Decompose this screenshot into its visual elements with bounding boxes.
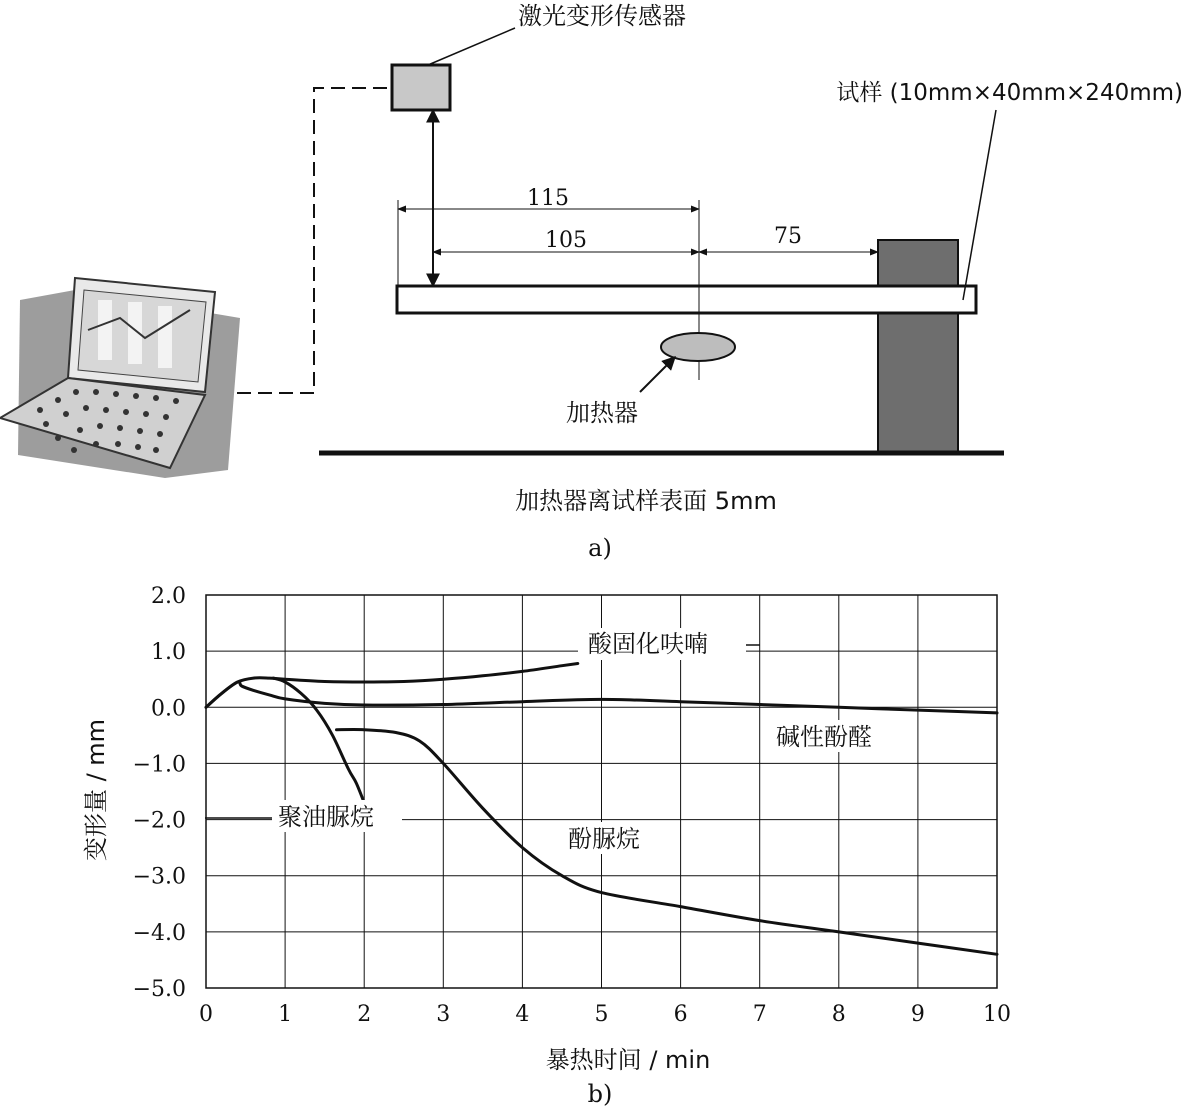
specimen-leader-line [963,110,996,300]
deformation-chart [82,584,1011,1108]
specimen-label: 试样 (10mm×40mm×240mm) [836,80,1183,106]
y-tick-label: 0.0 [151,696,186,722]
y-axis-ticks [133,584,186,1002]
x-tick-label: 0 [199,1002,213,1027]
laser-sensor [392,65,450,110]
x-axis-label: 暴热时间 / min [545,1046,711,1074]
series-poly-urethane-line [273,678,364,803]
specimen-bar [397,286,976,313]
heater-distance-note: 加热器离试样表面 5mm [515,487,777,515]
y-tick-label: −5.0 [132,977,186,1002]
y-tick-label: 2.0 [151,584,186,609]
series-label-poly-urethane: 聚油脲烷 [278,803,374,831]
x-tick-label: 1 [278,1002,293,1027]
caption-b: b) [587,1080,613,1108]
x-axis-ticks [199,1002,1011,1027]
x-tick-label: 8 [831,1002,846,1027]
y-tick-label: 1.0 [151,640,186,666]
laptop-computer-icon [0,278,240,478]
y-tick-label: −2.0 [132,808,186,834]
y-axis-label: 变形量 / mm [82,718,110,862]
series-label-phenol-urethane: 酚脲烷 [568,825,640,853]
dimension-105-label: 105 [545,228,587,253]
x-tick-label: 10 [983,1002,1011,1027]
x-tick-label: 5 [594,1002,609,1027]
x-tick-label: 7 [752,1002,767,1027]
x-tick-label: 2 [357,1002,372,1027]
series-label-alkali-phenolic: 碱性酚醛 [776,723,872,751]
signal-cable [237,88,392,393]
caption-a: a) [588,534,612,562]
sensor-label: 激光变形传感器 [518,2,686,30]
series-label-acid-furan: 酸固化呋喃 [588,630,708,658]
specimen-support [878,240,958,453]
dimension-75-label: 75 [774,224,802,249]
x-tick-label: 6 [673,1002,688,1027]
y-tick-label: −1.0 [132,752,186,778]
dimension-115-label: 115 [527,186,569,211]
y-tick-label: −3.0 [132,864,186,890]
x-tick-label: 3 [436,1002,451,1027]
heater-label: 加热器 [566,399,638,427]
y-tick-label: −4.0 [132,920,186,946]
x-tick-label: 4 [515,1002,530,1027]
x-tick-label: 9 [910,1002,925,1027]
sensor-leader-line [428,28,515,65]
setup-diagram [0,2,1183,562]
heater-arrow [640,357,675,392]
heater [661,333,735,361]
